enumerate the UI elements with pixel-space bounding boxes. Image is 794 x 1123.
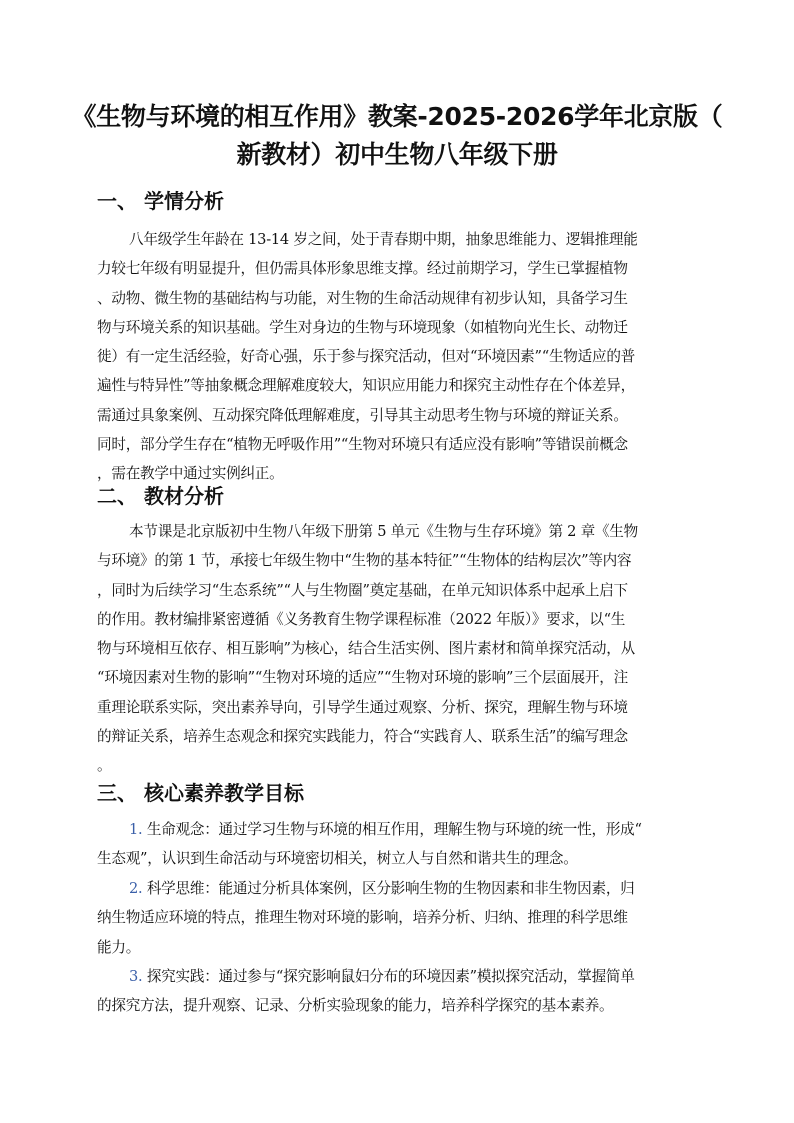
text-line: 纳生物适应环境的特点，推理生物对环境的影响，培养分析、归纳、推理的科学思维 <box>97 909 628 927</box>
title-line-1: 《生物与环境的相互作用》教案-2025-2026学年北京版（ <box>71 102 723 131</box>
text-line: ，同时为后续学习“生态系统”“人与生物圈”奠定基础，在单元知识体系中起承上启下 <box>97 581 628 599</box>
text-line: 的辩证关系，培养生态观念和探究实践能力，符合“实践育人、联系生活”的编写理念 <box>97 728 628 746</box>
section-heading-learner-analysis: 一、 学情分析 <box>97 189 224 213</box>
text-line <box>97 962 707 991</box>
text-line: ，需在教学中通过实例纠正。 <box>97 465 284 483</box>
text-line <box>97 874 707 903</box>
text-line <box>97 815 707 844</box>
list-number: 2. <box>129 880 143 897</box>
text-line: 的探究方法，提升观察、记录、分析实验现象的能力，培养科学探究的基本素养。 <box>97 997 614 1015</box>
text-line: 能力。 <box>97 938 141 956</box>
text-line: 与环境》的第 1 节，承接七年级生物中“生物的基本特征”“生物体的结构层次”等内容 <box>97 552 632 570</box>
text-line: 遍性与特异性”等抽象概念理解难度较大，知识应用能力和探究主动性存在个体差异， <box>97 377 635 395</box>
section-body-textbook-analysis <box>97 517 707 781</box>
objective-item-2 <box>97 874 707 962</box>
objective-item-1 <box>97 815 707 874</box>
document-title <box>60 98 734 174</box>
text-line-content: 探究实践：通过参与“探究影响鼠妇分布的环境因素”模拟探究活动，掌握简单 <box>142 968 635 985</box>
text-line: 物与环境相互依存、相互影响”为核心，结合生活实例、图片素材和简单探究活动，从 <box>97 640 635 658</box>
text-line-content: 生命观念：通过学习生物与环境的相互作用，理解生物与环境的统一性，形成“ <box>142 821 642 838</box>
text-line-content: 科学思维：能通过分析具体案例，区分影响生物的生物因素和非生物因素，归 <box>142 880 635 897</box>
list-number: 3. <box>129 968 143 985</box>
text-line: 的作用。教材编排紧密遵循《义务教育生物学课程标准（2022 年版）》要求，以“生 <box>97 610 626 628</box>
section-body-learner-analysis <box>97 225 707 489</box>
list-number: 1. <box>129 821 143 838</box>
text-line: 。 <box>97 757 112 775</box>
text-line: 本节课是北京版初中生物八年级下册第 5 单元《生物与生存环境》第 2 章《生物 <box>129 523 638 540</box>
text-line: 力较七年级有明显提升，但仍需具体形象思维支撑。经过前期学习，学生已掌握植物 <box>97 260 628 278</box>
text-line: 需通过具象案例、互动探究降低理解难度，引导其主动思考生物与环境的辩证关系。 <box>97 406 628 424</box>
text-line: 同时，部分学生存在“植物无呼吸作用”“生物对环境只有适应没有影响”等错误前概念 <box>97 436 628 454</box>
title-line-2: 新教材）初中生物八年级下册 <box>236 140 558 169</box>
section-heading-teaching-objectives: 三、 核心素养教学目标 <box>97 781 304 805</box>
text-line: 八年级学生年龄在 13-14 岁之间，处于青春期中期，抽象思维能力、逻辑推理能 <box>129 231 638 248</box>
text-line: “环境因素对生物的影响”“生物对环境的适应”“生物对环境的影响”三个层面展开，注 <box>97 669 628 687</box>
text-line: 徙）有一定生活经验，好奇心强，乐于参与探究活动，但对“环境因素”“生物适应的普 <box>97 348 636 366</box>
objective-item-3 <box>97 962 707 1021</box>
text-line: 、动物、微生物的基础结构与功能，对生物的生命活动规律有初步认知，具备学习生 <box>97 289 628 307</box>
section-heading-textbook-analysis: 二、 教材分析 <box>97 484 224 508</box>
text-line: 重理论联系实际，突出素养导向，引导学生通过观察、分析、探究，理解生物与环境 <box>97 698 628 716</box>
text-line: 生态观”，认识到生命活动与环境密切相关，树立人与自然和谐共生的理念。 <box>97 850 578 868</box>
text-line: 物与环境关系的知识基础。学生对身边的生物与环境现象（如植物向光生长、动物迁 <box>97 318 628 336</box>
